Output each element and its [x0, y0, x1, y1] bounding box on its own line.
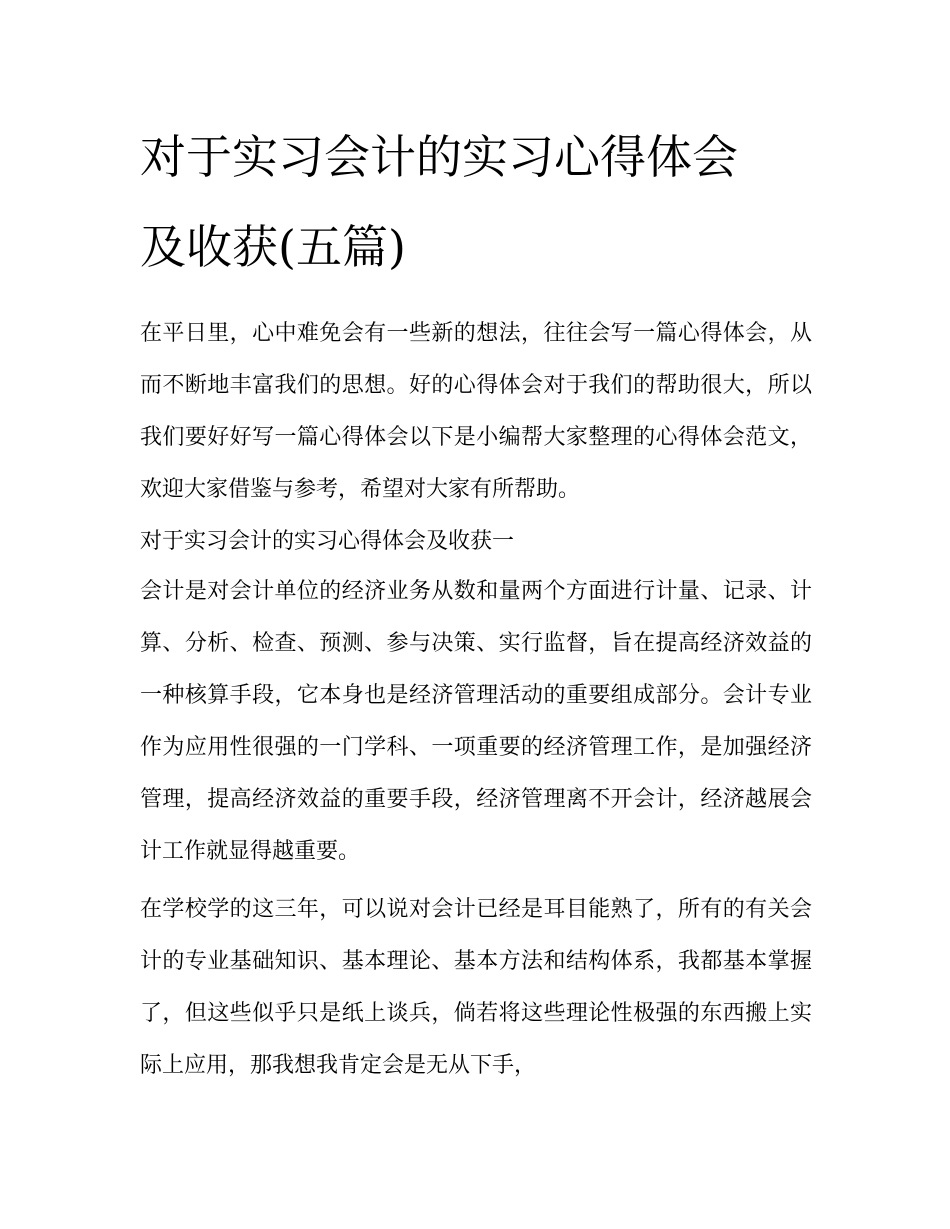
body-paragraph-2: 在学校学的这三年，可以说对会计已经是耳目能熟了，所有的有关会计的专业基础知识、基本理论、基本方法和结构体系，我都基本掌握了，但这些似乎只是纸上谈兵，倘若将这些理论性极强的东西搬上实际上应用，那我想我肯定会是无从下手， — [140, 897, 812, 1078]
intro-paragraph: 在平日里，心中难免会有一些新的想法，往往会写一篇心得体会，从而不断地丰富我们的思想。好的心得体会对于我们的帮助很大，所以我们要好好写一篇心得体会以下是小编帮大家整理的心得体会范文，欢迎大家借鉴与参考，希望对大家有所帮助。 — [140, 321, 812, 502]
body-paragraph-1: 会计是对会计单位的经济业务从数和量两个方面进行计量、记录、计算、分析、检查、预测、参与决策、实行监督，旨在提高经济效益的一种核算手段，它本身也是经济管理活动的重要组成部分。会计专业作为应用性很强的一门学科、一项重要的经济管理工作，是加强经济管理，提高经济效益的重要手段，经济管理离不开会计，经济越展会计工作就显得越重要。 — [140, 579, 812, 864]
document-body — [140, 112, 812, 1092]
document-title: 对于实习会计的实习心得体会 及收获(五篇) — [140, 130, 738, 274]
section-heading: 对于实习会计的实习心得体会及收获一 — [140, 529, 515, 554]
